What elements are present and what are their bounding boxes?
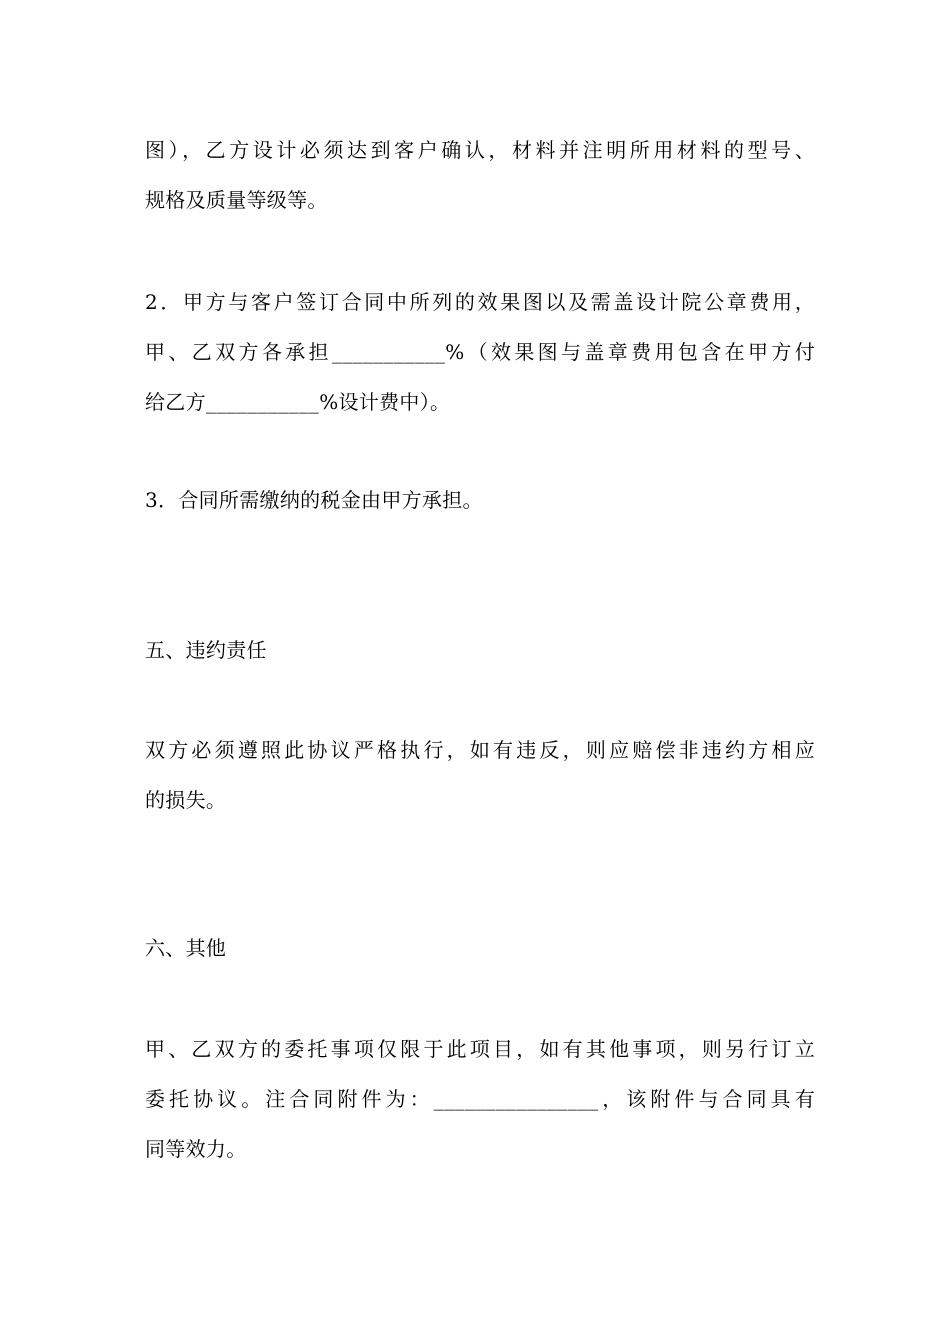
- section6-line1: 甲、乙双方的委托事项仅限于此项目，如有其他事项，则另行订立: [145, 1037, 815, 1061]
- section6-line3: 同等效力。: [145, 1137, 247, 1161]
- section6-heading: 六、其他: [145, 936, 227, 960]
- section4-item3-line1: 3．合同所需缴纳的税金由甲方承担。: [145, 488, 483, 512]
- section6-line2: 委托协议。注合同附件为：________________，该附件与合同具有: [145, 1087, 815, 1111]
- section4-item2-line3: 给乙方___________%设计费中）。: [145, 390, 451, 414]
- section5-line1: 双方必须遵照此协议严格执行，如有违反，则应赔偿非违约方相应: [145, 738, 815, 762]
- section4-item2-line1: 2．甲方与客户签订合同中所列的效果图以及需盖设计院公章费用，: [145, 290, 815, 314]
- section4-item1-line2: 规格及质量等级等。: [145, 188, 328, 212]
- section5-heading: 五、违约责任: [145, 638, 267, 662]
- section4-item2-line2: 甲、乙双方各承担___________%（效果图与盖章费用包含在甲方付: [145, 340, 815, 364]
- section4-item1-line1: 图），乙方设计必须达到客户确认，材料并注明所用材料的型号、: [145, 138, 815, 162]
- section5-line2: 的损失。: [145, 788, 227, 812]
